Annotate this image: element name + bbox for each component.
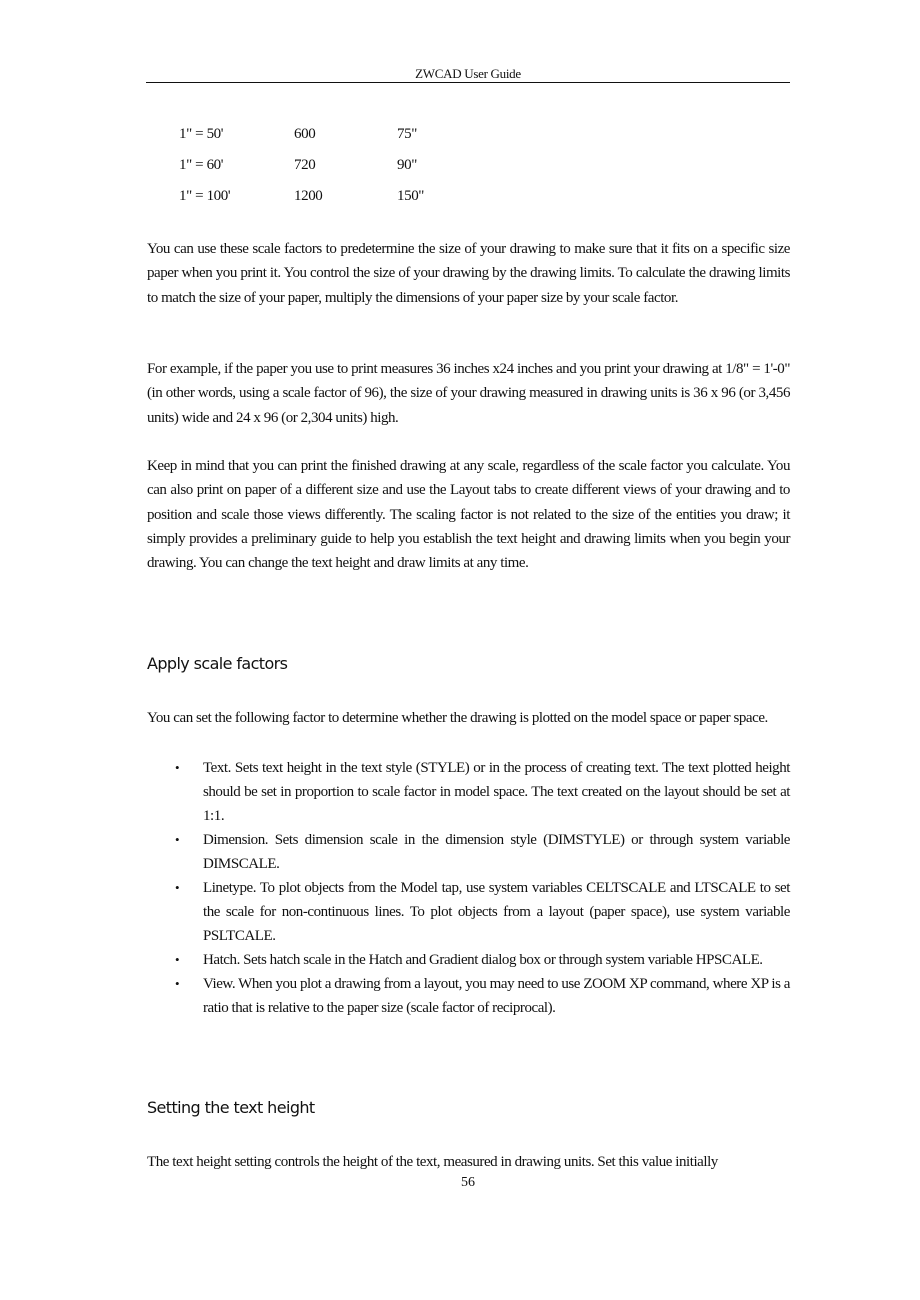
scale-table	[179, 126, 477, 219]
scale-factor-cell: 600	[294, 126, 316, 142]
list-item	[147, 756, 790, 828]
scale-cell: 1" = 50'	[179, 126, 224, 142]
list-item	[147, 948, 790, 972]
scale-cell: 1" = 100'	[179, 188, 231, 204]
scale-cell: 1" = 60'	[179, 157, 224, 173]
list-item	[147, 828, 790, 876]
text-height-cell: 150"	[397, 188, 425, 204]
scale-table-row	[179, 126, 477, 157]
paragraph-example: For example, if the paper you use to print measures 36 inches x24 inches and you print your drawing at 1/8" = 1'-0" (in other words, using a scale factor of 96), the size of your drawing measured in drawing units is 36 x 96 (or 3,456 units) wide and 24 x 96 (or 2,304 units) high.	[147, 361, 790, 426]
page-number: 56	[461, 1175, 475, 1190]
bullet-icon: •	[175, 760, 180, 775]
paragraph-scale-factors: You can use these scale factors to predetermine the size of your drawing to make sure that it fits on a specific size paper when you print it. You control the size of your drawing by the drawing limits. To calculate the drawing limits to match the size of your paper, multiply the dimensions of your paper size by your scale factor.	[147, 241, 790, 306]
text-height-cell: 90"	[397, 157, 417, 173]
bullet-icon: •	[175, 832, 180, 847]
list-item-text: Linetype. To plot objects from the Model tap, use system variables CELTSCALE and LTSCALE to set the scale for non-continuous lines. To plot objects from a layout (paper space), use system variable PSLTCALE.	[203, 880, 790, 944]
list-item-text: Hatch. Sets hatch scale in the Hatch and Gradient dialog box or through system variable HPSCALE.	[203, 952, 763, 968]
scale-table-row	[179, 157, 477, 188]
list-item	[147, 876, 790, 948]
scale-table-row	[179, 188, 477, 219]
scale-factor-list	[147, 756, 790, 1020]
header-divider	[146, 82, 790, 83]
list-item-text: Text. Sets text height in the text style (STYLE) or in the process of creating text. The text plotted height should be set in proportion to scale factor in model space. The text created on the layout should be set at 1:1.	[203, 760, 790, 824]
scale-factor-cell: 720	[294, 157, 316, 173]
bullet-icon: •	[175, 952, 180, 967]
bullet-icon: •	[175, 880, 180, 895]
section-heading-setting-text-height: Setting the text height	[147, 1098, 315, 1117]
bullet-icon: •	[175, 976, 180, 991]
text-height-cell: 75"	[397, 126, 417, 142]
list-item-text: Dimension. Sets dimension scale in the dimension style (DIMSTYLE) or through system variable DIMSCALE.	[203, 832, 790, 872]
paragraph-apply-intro: You can set the following factor to determine whether the drawing is plotted on the model space or paper space.	[147, 710, 768, 726]
paragraph-keep-in-mind: Keep in mind that you can print the finished drawing at any scale, regardless of the scale factor you calculate. You can also print on paper of a different size and use the Layout tabs to create different views of your drawing and to position and scale those views differently. The scaling factor is not related to the size of the entities you draw; it simply provides a preliminary guide to help you establish the text height and drawing limits when you begin your drawing. You can change the text height and draw limits at any time.	[147, 458, 790, 572]
list-item	[147, 972, 790, 1020]
page-header-title: ZWCAD User Guide	[415, 66, 521, 81]
section-heading-apply-scale-factors: Apply scale factors	[147, 654, 288, 673]
scale-factor-cell: 1200	[294, 188, 323, 204]
paragraph-text-height-intro: The text height setting controls the height of the text, measured in drawing units. Set this value initially	[147, 1154, 718, 1170]
list-item-text: View. When you plot a drawing from a layout, you may need to use ZOOM XP command, where XP is a ratio that is relative to the paper size (scale factor of reciprocal).	[203, 976, 790, 1016]
